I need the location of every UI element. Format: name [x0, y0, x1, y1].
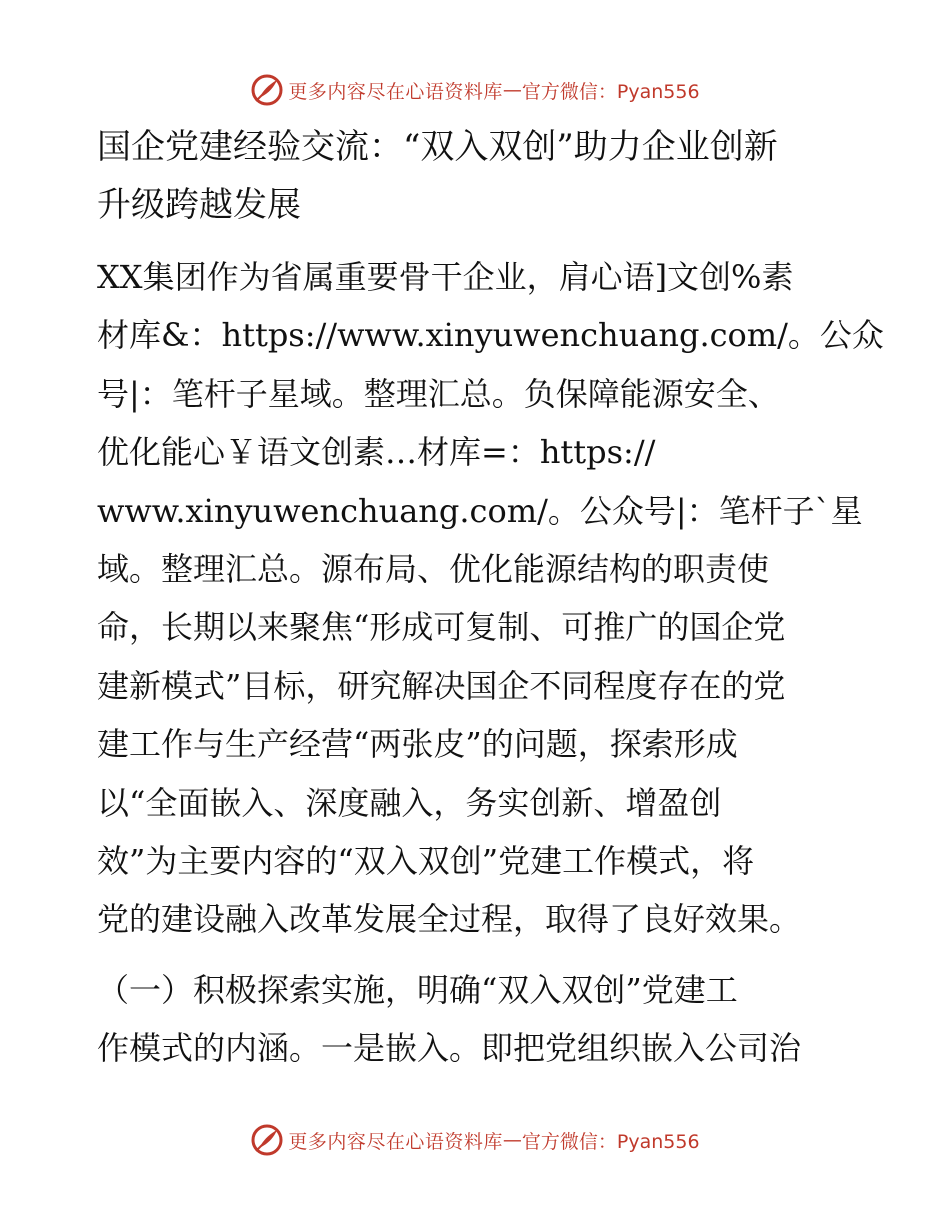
banner-wechat: 官方微信：Pyan556 — [521, 1130, 700, 1153]
title-line: 升级跨越发展 — [97, 185, 301, 225]
footer-watermark-banner — [0, 1120, 950, 1160]
paragraph-line: 党的建设融入改革发展全过程，取得了良好效果。 — [97, 900, 802, 939]
paragraph-line: 建工作与生产经营“两张皮”的问题，探索形成 — [97, 725, 738, 764]
paragraph-line: 效”为主要内容的“双入双创”党建工作模式，将 — [97, 842, 755, 881]
paragraph-line: www.xinyuwenchuang.com/。公众号|：笔杆子`星 — [97, 491, 863, 530]
banner-dash: — — [502, 1129, 522, 1151]
header-watermark-banner — [0, 70, 950, 110]
quill-logo-icon — [250, 73, 284, 107]
document-body — [97, 118, 884, 1090]
paragraph-line: 建新模式”目标，研究解决国企不同程度存在的党 — [97, 666, 786, 705]
paragraph-line: 域。整理汇总。源布局、优化能源结构的职责使 — [97, 550, 770, 589]
quill-logo-icon — [250, 1123, 284, 1157]
paragraph-section-one — [97, 961, 857, 1078]
paragraph-line: 以“全面嵌入、深度融入，务实创新、增盈创 — [97, 783, 722, 822]
paragraph-line: 命，长期以来聚焦“形成可复制、可推广的国企党 — [97, 608, 786, 647]
paragraph-line: 优化能心￥语文创素…材库=：https:// — [97, 433, 656, 472]
paragraph-line: 材库&：https://www.xinyuwenchuang.com/。公众 — [97, 316, 884, 355]
paragraph-line: （一）积极探索实施，明确“双入双创”党建工 — [97, 970, 738, 1009]
banner-text: 更多内容尽在心语资料库 — [288, 1130, 503, 1153]
document-title — [97, 118, 857, 234]
paragraph-line: 号|：笔杆子星域。整理汇总。负保障能源安全、 — [97, 374, 780, 413]
paragraph-intro — [97, 248, 884, 949]
banner-wechat: 官方微信：Pyan556 — [521, 80, 700, 103]
paragraph-line: XX集团作为省属重要骨干企业，肩心语]文创%素 — [97, 258, 794, 296]
banner-dash: — — [502, 79, 522, 101]
paragraph-line: 作模式的内涵。一是嵌入。即把党组织嵌入公司治 — [97, 1029, 802, 1068]
banner-text: 更多内容尽在心语资料库 — [288, 80, 503, 103]
title-line: 国企党建经验交流：“双入双创”助力企业创新 — [97, 127, 778, 167]
